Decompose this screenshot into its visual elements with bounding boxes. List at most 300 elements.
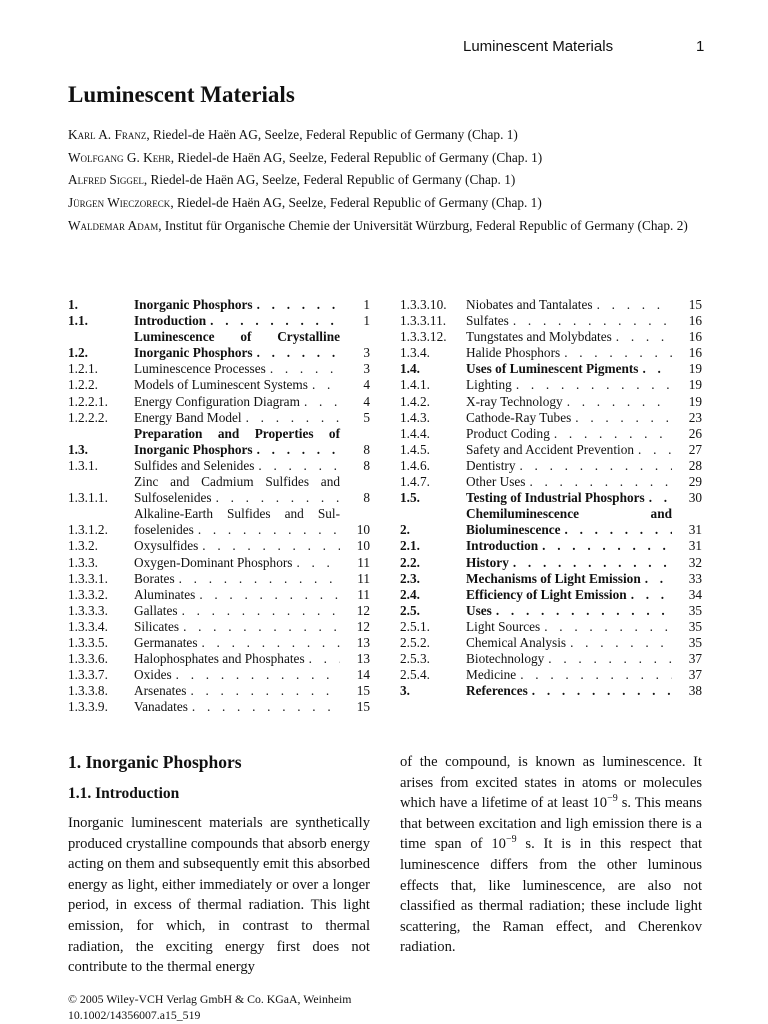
toc-title-line xyxy=(466,329,672,345)
toc-title-text: Gallates xyxy=(134,602,178,618)
dot-leader xyxy=(492,603,672,619)
toc-entry-page: 27 xyxy=(688,441,702,457)
toc-entry[interactable] xyxy=(400,667,702,683)
toc-entry[interactable] xyxy=(68,571,370,587)
toc-entry-number: 1.3.3.9. xyxy=(68,699,108,715)
toc-entry[interactable] xyxy=(68,587,370,603)
toc-entry-title xyxy=(134,619,340,635)
toc-entry-number: 1.3.3.1. xyxy=(68,570,108,586)
dot-leader xyxy=(175,571,340,587)
toc-entry-page: 35 xyxy=(688,618,702,634)
toc-entry-page: 30 xyxy=(688,490,702,506)
toc-entry-number: 1.5. xyxy=(400,490,420,506)
toc-entry[interactable] xyxy=(68,313,370,329)
toc-entry[interactable] xyxy=(400,329,702,345)
toc-title-line xyxy=(466,651,672,667)
author xyxy=(68,192,708,215)
toc-entry-page: 15 xyxy=(356,683,370,699)
dot-leader xyxy=(638,361,672,377)
toc-entry-number: 1.3.3.2. xyxy=(68,586,108,602)
toc-entry-page: 35 xyxy=(688,602,702,618)
toc-title-line xyxy=(134,651,340,667)
toc-entry-number: 1.2.1. xyxy=(68,361,98,377)
toc-entry-title xyxy=(466,587,672,603)
toc-title-line xyxy=(134,345,340,361)
toc-entry[interactable] xyxy=(68,538,370,554)
dot-leader xyxy=(561,522,672,538)
toc-title-line xyxy=(466,458,672,474)
toc-entry-number: 1.3.3.12. xyxy=(400,329,447,345)
toc-title-line xyxy=(134,667,340,683)
toc-entry-page: 4 xyxy=(363,377,370,393)
toc-title-text: Inorganic Phosphors xyxy=(134,297,253,312)
copyright-text: 2005 Wiley-VCH Verlag GmbH & Co. KGaA, Weinheim xyxy=(76,992,352,1006)
body-paragraph xyxy=(400,752,702,958)
toc-entry-page: 33 xyxy=(688,570,702,586)
toc-entry-title xyxy=(466,555,672,571)
toc-entry-number: 2.4. xyxy=(400,586,420,602)
toc-entry[interactable] xyxy=(68,329,370,361)
author xyxy=(68,169,708,192)
toc-entry-number: 1.3.3.5. xyxy=(68,634,108,650)
toc-title-text: Borates xyxy=(134,570,175,586)
dot-leader xyxy=(571,410,672,426)
author xyxy=(68,124,708,147)
toc-title-line xyxy=(466,345,672,361)
author-affiliation: , Riedel-de Haën AG, Seelze, Federal Republic of Germany (Chap. 1) xyxy=(146,127,518,142)
toc-entry[interactable] xyxy=(400,377,702,393)
dot-leader xyxy=(641,571,672,587)
toc-title-line xyxy=(134,410,340,426)
toc-entry-title xyxy=(466,329,672,345)
toc-entry-page: 8 xyxy=(363,490,370,506)
toc-entry[interactable] xyxy=(68,506,370,538)
toc-title-text: Oxysulfides xyxy=(134,538,199,554)
toc-entry-number: 2.2. xyxy=(400,554,420,570)
toc-entry[interactable] xyxy=(400,538,702,554)
toc-entry-title xyxy=(134,538,340,554)
toc-entry[interactable] xyxy=(400,361,702,377)
author-name: Wolfgang G. Kehr xyxy=(68,149,171,165)
toc-title-text: Energy Band Model xyxy=(134,409,242,425)
toc-title-text: Tungstates and Molybdates xyxy=(466,329,612,345)
toc-entry[interactable] xyxy=(68,699,370,715)
toc-title-text: Models of Luminescent Systems xyxy=(134,377,308,393)
toc-title-line xyxy=(134,699,340,715)
toc-entry[interactable] xyxy=(400,345,702,361)
toc-entry-title xyxy=(466,442,672,458)
dot-leader xyxy=(179,619,340,635)
toc-entry-title xyxy=(134,506,340,538)
body-column-right xyxy=(400,752,702,958)
toc-title-text: Biotechnology xyxy=(466,651,545,667)
toc-entry-number: 1.3.3. xyxy=(68,554,98,570)
toc-title-line xyxy=(134,571,340,587)
toc-entry[interactable] xyxy=(68,683,370,699)
doi: 10.1002/14356007.a15_519 xyxy=(68,1007,201,1022)
toc-entry-number: 2.5.2. xyxy=(400,634,430,650)
toc-title-line xyxy=(134,394,340,410)
toc-entry-title xyxy=(466,635,672,651)
toc-entry-title xyxy=(134,329,340,361)
toc-entry-page: 34 xyxy=(688,586,702,602)
toc-entry[interactable] xyxy=(400,587,702,603)
toc-entry-title xyxy=(466,603,672,619)
toc-title-text: Sulfoselenides xyxy=(134,490,212,506)
page-number: 1 xyxy=(696,38,705,55)
toc-title-line xyxy=(466,506,672,522)
toc-title-text: Light Sources xyxy=(466,618,541,634)
toc-entry[interactable] xyxy=(68,361,370,377)
toc-entry-number: 1.3.1. xyxy=(68,457,98,473)
toc-entry-title xyxy=(466,571,672,587)
toc-entry-number: 1.4. xyxy=(400,361,420,377)
toc-title-text: Oxygen-Dominant Phosphors xyxy=(134,554,293,570)
toc-entry[interactable] xyxy=(400,458,702,474)
toc-entry-title xyxy=(134,699,340,715)
toc-entry[interactable] xyxy=(400,555,702,571)
toc-entry-page: 11 xyxy=(357,554,370,570)
toc-title-line xyxy=(466,490,672,506)
toc-entry[interactable] xyxy=(68,394,370,410)
toc-entry-title xyxy=(466,297,672,313)
toc-entry-title xyxy=(134,667,340,683)
toc-title-text: Bioluminescence xyxy=(466,522,561,538)
toc-title-line xyxy=(134,297,340,313)
dot-leader xyxy=(509,555,672,571)
toc-title-text: Oxides xyxy=(134,667,172,683)
toc-title-text: Germanates xyxy=(134,634,198,650)
toc-entry-number: 1.3.3.6. xyxy=(68,651,108,667)
dot-leader xyxy=(178,603,340,619)
toc-title-line xyxy=(134,522,340,538)
copyright-icon: © xyxy=(68,992,77,1006)
toc-entry[interactable] xyxy=(400,410,702,426)
toc-entry-number: 1.3.3.10. xyxy=(400,297,447,312)
toc-entry-number: 1.4.4. xyxy=(400,425,430,441)
toc-entry[interactable] xyxy=(400,651,702,667)
toc-title-line xyxy=(134,619,340,635)
toc-title-line xyxy=(466,442,672,458)
toc-title-line xyxy=(134,458,340,474)
toc-title-text: Zinc and Cadmium Sulfides and xyxy=(134,474,340,490)
toc-entry-page: 31 xyxy=(688,522,702,538)
toc-entry-number: 2.5.3. xyxy=(400,651,430,667)
toc-title-text: Sulfides and Selenides xyxy=(134,457,255,473)
toc-title-line xyxy=(466,426,672,442)
toc-title-line xyxy=(466,571,672,587)
toc-title-line xyxy=(466,603,672,619)
toc-title-text: Safety and Accident Prevention xyxy=(466,441,635,457)
toc-title-text: foselenides xyxy=(134,522,194,538)
toc-entry-number: 3. xyxy=(400,683,410,699)
toc-entry-title xyxy=(134,635,340,651)
dot-leader xyxy=(528,683,672,699)
dot-leader xyxy=(566,635,672,651)
toc-title-line xyxy=(134,313,340,329)
toc-entry-page: 12 xyxy=(356,618,370,634)
toc-entry[interactable] xyxy=(400,474,702,490)
running-title: Luminescent Materials xyxy=(463,38,614,55)
toc-entry-title xyxy=(466,474,672,490)
table-of-contents-right xyxy=(400,297,702,699)
toc-entry-number: 1.4.6. xyxy=(400,457,430,473)
toc-title-line xyxy=(466,683,672,699)
dot-leader xyxy=(195,587,340,603)
toc-entry[interactable] xyxy=(400,635,702,651)
toc-entry-page: 23 xyxy=(688,409,702,425)
toc-title-text: Arsenates xyxy=(134,683,187,699)
dot-leader xyxy=(253,345,340,361)
toc-entry-page: 8 xyxy=(363,457,370,473)
toc-entry-number: 2.5.1. xyxy=(400,618,430,634)
dot-leader xyxy=(266,361,340,377)
toc-title-text: Inorganic Phosphors xyxy=(134,345,253,361)
toc-entry-title xyxy=(134,410,340,426)
dot-leader xyxy=(550,426,672,442)
dot-leader xyxy=(308,377,340,393)
dot-leader xyxy=(560,345,672,361)
toc-entry-number: 1.2.2.1. xyxy=(68,393,108,409)
toc-entry-title xyxy=(466,313,672,329)
toc-entry[interactable] xyxy=(400,394,702,410)
toc-title-text: Efficiency of Light Emission xyxy=(466,586,627,602)
toc-entry[interactable] xyxy=(68,651,370,667)
toc-entry-number: 1.3.1.1. xyxy=(68,490,108,506)
toc-entry[interactable] xyxy=(68,474,370,506)
toc-entry[interactable] xyxy=(68,555,370,571)
toc-title-text: Mechanisms of Light Emission xyxy=(466,570,641,586)
toc-entry-title xyxy=(134,603,340,619)
toc-entry-page: 13 xyxy=(356,651,370,667)
toc-entry-page: 12 xyxy=(356,602,370,618)
toc-entry[interactable] xyxy=(68,667,370,683)
toc-title-line xyxy=(134,587,340,603)
toc-entry[interactable] xyxy=(68,619,370,635)
toc-entry-title xyxy=(466,490,672,506)
footer xyxy=(68,992,351,1023)
toc-title-text: Introduction xyxy=(466,538,539,554)
toc-title-line xyxy=(134,474,340,490)
toc-entry-page: 14 xyxy=(356,667,370,683)
toc-entry-number: 1.3.2. xyxy=(68,538,98,554)
author-affiliation: , Riedel-de Haën AG, Seelze, Federal Republic of Germany (Chap. 1) xyxy=(170,194,542,210)
body-paragraph: Inorganic luminescent materials are synthetically produced crystalline compounds that absorb energy acting on them and subsequently emit this absorbed energy as light, either immediately or over a longer period, in excess of thermal radiation. This light emission, for which, in contrast to thermal radiation, the exciting energy first does not contribute to the thermal energy xyxy=(68,815,370,976)
toc-title-text: Aluminates xyxy=(134,586,196,602)
toc-entry-number: 1.4.3. xyxy=(400,409,430,425)
toc-title-text: Uses of Luminescent Pigments xyxy=(466,361,639,377)
toc-entry-page: 1 xyxy=(363,313,370,329)
toc-entry[interactable] xyxy=(68,297,370,313)
toc-entry-number: 1.2.2. xyxy=(68,377,98,393)
toc-entry-page: 5 xyxy=(363,409,370,425)
toc-entry-page: 4 xyxy=(363,393,370,409)
toc-entry-title xyxy=(466,506,672,538)
toc-title-line xyxy=(466,522,672,538)
dot-leader xyxy=(212,490,340,506)
section-heading: 1. Inorganic Phosphors xyxy=(68,752,242,772)
toc-entry-title xyxy=(134,555,340,571)
toc-entry-number: 1.3.3.11. xyxy=(400,313,447,329)
toc-entry-title xyxy=(134,394,340,410)
toc-entry-number: 1.3.3.3. xyxy=(68,602,108,618)
superscript: −9 xyxy=(505,834,517,846)
toc-entry-page: 29 xyxy=(688,474,702,490)
author-list xyxy=(68,124,708,234)
toc-title-text: Preparation and Properties of xyxy=(134,425,340,441)
toc-title-line xyxy=(134,442,340,458)
toc-entry-title xyxy=(466,394,672,410)
toc-entry-number: 2. xyxy=(400,522,410,538)
toc-title-line xyxy=(466,297,672,313)
toc-title-text: References xyxy=(466,683,528,699)
toc-entry-page: 37 xyxy=(688,651,702,667)
dot-leader xyxy=(242,410,340,426)
toc-title-text: Energy Configuration Diagram xyxy=(134,393,300,409)
toc-title-text: Vanadates xyxy=(134,699,188,715)
text: s. It is in this respect that luminescence differs from the other luminous effects that, like luminescence, are also not classified as thermal radiation; these include light scattering, the Raman effect, and Cherenkov radiation. xyxy=(400,836,702,956)
toc-entry[interactable] xyxy=(400,313,702,329)
toc-entry-number: 1.3.3.4. xyxy=(68,618,108,634)
toc-entry[interactable] xyxy=(68,377,370,393)
toc-entry-page: 19 xyxy=(688,361,702,377)
toc-entry-number: 1.3.3.7. xyxy=(68,667,108,683)
dot-leader xyxy=(512,377,672,393)
toc-title-text: Halide Phosphors xyxy=(466,345,561,361)
dot-leader xyxy=(593,297,672,313)
toc-entry[interactable] xyxy=(400,297,702,313)
toc-title-text: Chemical Analysis xyxy=(466,634,567,650)
dot-leader xyxy=(194,522,340,538)
table-of-contents-left xyxy=(68,297,370,715)
toc-entry-page: 13 xyxy=(356,634,370,650)
toc-entry-page: 35 xyxy=(688,634,702,650)
toc-entry[interactable] xyxy=(68,635,370,651)
toc-entry-page: 1 xyxy=(363,297,370,312)
toc-title-text: History xyxy=(466,554,509,570)
toc-entry-title xyxy=(466,667,672,683)
toc-title-line xyxy=(466,394,672,410)
toc-entry-number: 1.2.2.2. xyxy=(68,409,108,425)
dot-leader xyxy=(563,394,672,410)
toc-entry[interactable] xyxy=(400,490,702,506)
toc-entry-title xyxy=(466,683,672,699)
toc-title-line xyxy=(466,667,672,683)
dot-leader xyxy=(198,538,340,554)
dot-leader xyxy=(253,297,340,313)
superscript: −9 xyxy=(607,793,618,805)
toc-entry-title xyxy=(134,313,340,329)
toc-title-line xyxy=(466,313,672,329)
toc-entry-page: 19 xyxy=(688,393,702,409)
dot-leader xyxy=(645,490,672,506)
toc-title-line xyxy=(134,635,340,651)
toc-entry-number: 1.4.7. xyxy=(400,474,430,490)
toc-title-line xyxy=(134,555,340,571)
toc-entry-title xyxy=(466,651,672,667)
toc-title-text: Sulfates xyxy=(466,313,509,329)
toc-entry-number: 1.4.1. xyxy=(400,377,430,393)
toc-entry-page: 8 xyxy=(363,441,370,457)
toc-title-line xyxy=(134,377,340,393)
toc-entry-title xyxy=(134,377,340,393)
toc-title-text: X-ray Technology xyxy=(466,393,563,409)
toc-entry-title xyxy=(134,683,340,699)
dot-leader xyxy=(540,619,672,635)
toc-entry[interactable] xyxy=(400,619,702,635)
dot-leader xyxy=(300,394,340,410)
dot-leader xyxy=(544,651,672,667)
dot-leader xyxy=(188,699,340,715)
toc-entry-page: 15 xyxy=(356,699,370,715)
dot-leader xyxy=(206,313,340,329)
subsection-heading: 1.1. Introduction xyxy=(68,785,180,802)
toc-title-text: Product Coding xyxy=(466,425,550,441)
author-name: Waldemar Adam xyxy=(68,218,159,233)
toc-title-line xyxy=(466,555,672,571)
toc-title-line xyxy=(466,410,672,426)
toc-entry-page: 31 xyxy=(688,538,702,554)
toc-entry-page: 32 xyxy=(688,554,702,570)
toc-entry-page: 16 xyxy=(688,329,702,345)
toc-entry-title xyxy=(466,619,672,635)
toc-entry-number: 1.3.3.8. xyxy=(68,683,108,699)
toc-entry-title xyxy=(134,458,340,474)
toc-entry[interactable] xyxy=(68,410,370,426)
toc-title-line xyxy=(134,426,340,442)
toc-entry-title xyxy=(134,297,340,313)
toc-entry-page: 3 xyxy=(363,361,370,377)
toc-title-line xyxy=(134,506,340,522)
toc-entry-title xyxy=(134,474,340,506)
toc-entry-title xyxy=(134,361,340,377)
toc-entry[interactable] xyxy=(68,603,370,619)
toc-entry[interactable] xyxy=(68,458,370,474)
dot-leader xyxy=(509,313,672,329)
toc-entry-number: 1.4.5. xyxy=(400,441,430,457)
toc-title-line xyxy=(134,683,340,699)
toc-entry-title xyxy=(466,426,672,442)
text: of the compound, is known as luminescence. It arises from excited states in atoms or molecules which have a lifetime of at least 10 xyxy=(400,754,702,812)
toc-entry[interactable] xyxy=(400,506,702,538)
toc-title-text: Inorganic Phosphors xyxy=(134,441,253,457)
toc-entry[interactable] xyxy=(400,442,702,458)
toc-entry[interactable] xyxy=(400,426,702,442)
toc-entry-number: 1.3.4. xyxy=(400,345,430,361)
toc-entry-title xyxy=(466,458,672,474)
toc-entry-number: 2.3. xyxy=(400,570,420,586)
toc-title-text: Lighting xyxy=(466,377,512,393)
toc-entry[interactable] xyxy=(68,426,370,458)
toc-entry-page: 37 xyxy=(688,667,702,683)
toc-entry-number: 2.5. xyxy=(400,602,420,618)
toc-entry-page: 28 xyxy=(688,457,702,473)
toc-entry-title xyxy=(466,538,672,554)
dot-leader xyxy=(292,555,340,571)
toc-title-text: Alkaline-Earth Sulfides and Sul- xyxy=(134,506,340,522)
toc-entry-title xyxy=(466,361,672,377)
toc-entry[interactable] xyxy=(400,603,702,619)
toc-entry[interactable] xyxy=(400,683,702,699)
dot-leader xyxy=(525,474,672,490)
toc-entry-page: 19 xyxy=(688,377,702,393)
toc-title-text: Luminescence Processes xyxy=(134,361,266,377)
toc-entry[interactable] xyxy=(400,571,702,587)
toc-title-text: Medicine xyxy=(466,667,517,683)
toc-title-line xyxy=(134,538,340,554)
toc-entry-page: 38 xyxy=(688,683,702,699)
toc-entry-number: 1.1. xyxy=(68,313,88,329)
